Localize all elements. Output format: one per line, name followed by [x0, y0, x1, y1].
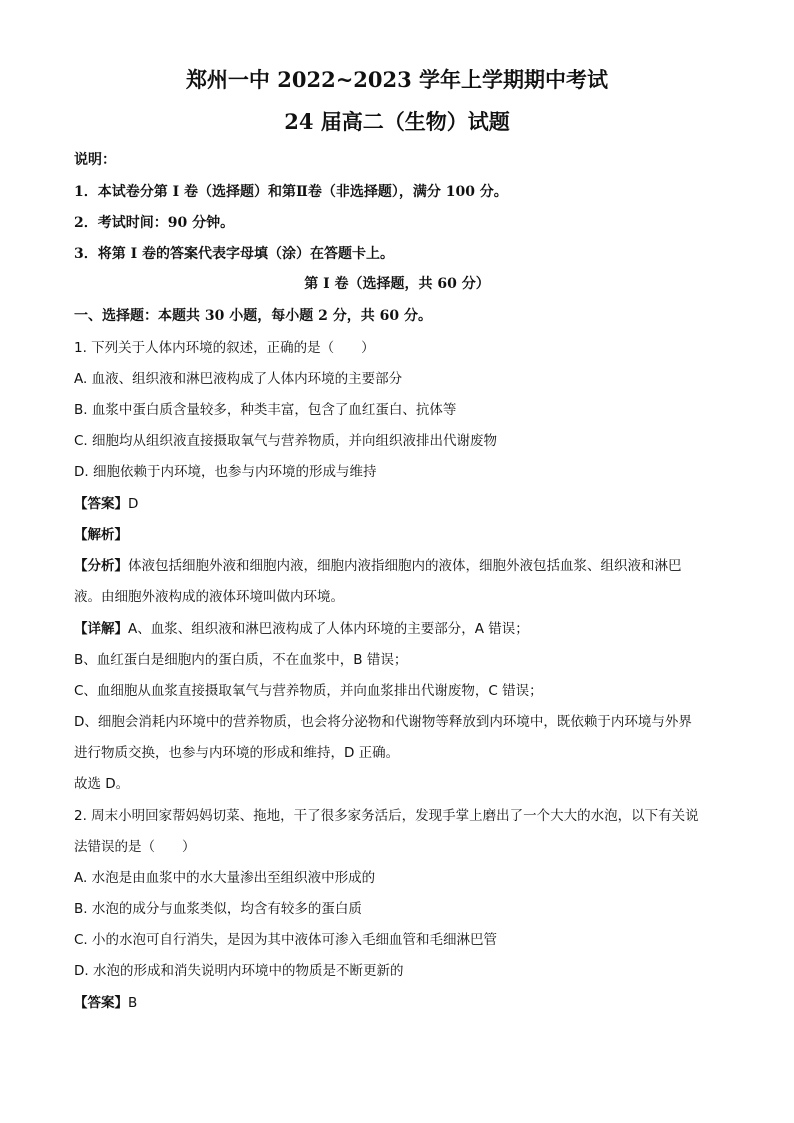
answer-value: B — [128, 995, 138, 1011]
xiangjie-tag: 【详解】 — [74, 621, 128, 637]
question-1-option-b: B. 血浆中蛋白质含量较多，种类丰富，包含了血红蛋白、抗体等 — [74, 402, 457, 418]
instruction-item: 1．本试卷分第 I 卷（选择题）和第Ⅱ卷（非选择题），满分 100 分。 — [74, 184, 508, 200]
fenxi-text: 体液包括细胞外液和细胞内液，细胞内液指细胞内的液体，细胞外液包括血浆、组织液和淋巴 — [128, 558, 682, 574]
exam-title: 郑州一中 2022~2023 学年上学期期中考试 — [185, 67, 609, 92]
question-2-option-a: A. 水泡是由血浆中的水大量渗出至组织液中形成的 — [74, 870, 376, 886]
answer-value: D — [128, 496, 139, 512]
question-1-stem: 1. 下列关于人体内环境的叙述，正确的是（ ） — [74, 340, 375, 356]
analysis-tag: 【解析】 — [74, 527, 128, 543]
exam-subtitle: 24 届高二（生物）试题 — [284, 109, 510, 134]
xiangjie-paragraph — [74, 619, 734, 639]
question-2-option-b: B. 水泡的成分与血浆类似，均含有较多的蛋白质 — [74, 901, 362, 917]
question-2-stem-continued: 法错误的是（ ） — [74, 839, 196, 855]
question-1-option-c: C. 细胞均从组织液直接摄取氧气与营养物质，并向组织液排出代谢废物 — [74, 433, 498, 449]
part-title: 一、选择题：本题共 30 小题，每小题 2 分，共 60 分。 — [74, 308, 432, 324]
question-2-option-c: C. 小的水泡可自行消失，是因为其中液体可渗入毛细血管和毛细淋巴管 — [74, 932, 498, 948]
volume-title: 第 I 卷（选择题，共 60 分） — [304, 276, 490, 292]
fenxi-paragraph — [74, 556, 734, 576]
question-1-option-a: A. 血液、组织液和淋巴液构成了人体内环境的主要部分 — [74, 371, 403, 387]
question-2-stem: 2. 周末小明回家帮妈妈切菜、拖地，干了很多家务活后，发现手掌上磨出了一个大大的水泡，以下有关说 — [74, 808, 699, 824]
question-1-answer — [74, 494, 734, 514]
answer-tag: 【答案】 — [74, 995, 128, 1011]
instructions-heading: 说明： — [74, 152, 116, 168]
fenxi-tag: 【分析】 — [74, 558, 128, 574]
xiangjie-line: 进行物质交换，也参与内环境的形成和维持，D 正确。 — [74, 745, 400, 761]
xiangjie-text: A、血浆、组织液和淋巴液构成了人体内环境的主要部分，A 错误； — [128, 621, 529, 637]
question-2-answer — [74, 993, 734, 1013]
xiangjie-line: D、细胞会消耗内环境中的营养物质，也会将分泌物和代谢物等释放到内环境中，既依赖于内环境与外界 — [74, 714, 692, 730]
xiangjie-conclusion: 故选 D。 — [74, 776, 130, 792]
instruction-item: 2．考试时间：90 分钟。 — [74, 215, 235, 231]
xiangjie-line: B、血红蛋白是细胞内的蛋白质，不在血浆中，B 错误； — [74, 652, 408, 668]
instruction-item: 3．将第 I 卷的答案代表字母填（涂）在答题卡上。 — [74, 246, 395, 262]
question-2-option-d: D. 水泡的形成和消失说明内环境中的物质是不断更新的 — [74, 963, 404, 979]
answer-tag: 【答案】 — [74, 496, 128, 512]
xiangjie-line: C、血细胞从血浆直接摄取氧气与营养物质，并向血浆排出代谢废物，C 错误； — [74, 683, 543, 699]
question-1-option-d: D. 细胞依赖于内环境，也参与内环境的形成与维持 — [74, 464, 377, 480]
fenxi-text-continued: 液。由细胞外液构成的液体环境叫做内环境。 — [74, 589, 344, 605]
